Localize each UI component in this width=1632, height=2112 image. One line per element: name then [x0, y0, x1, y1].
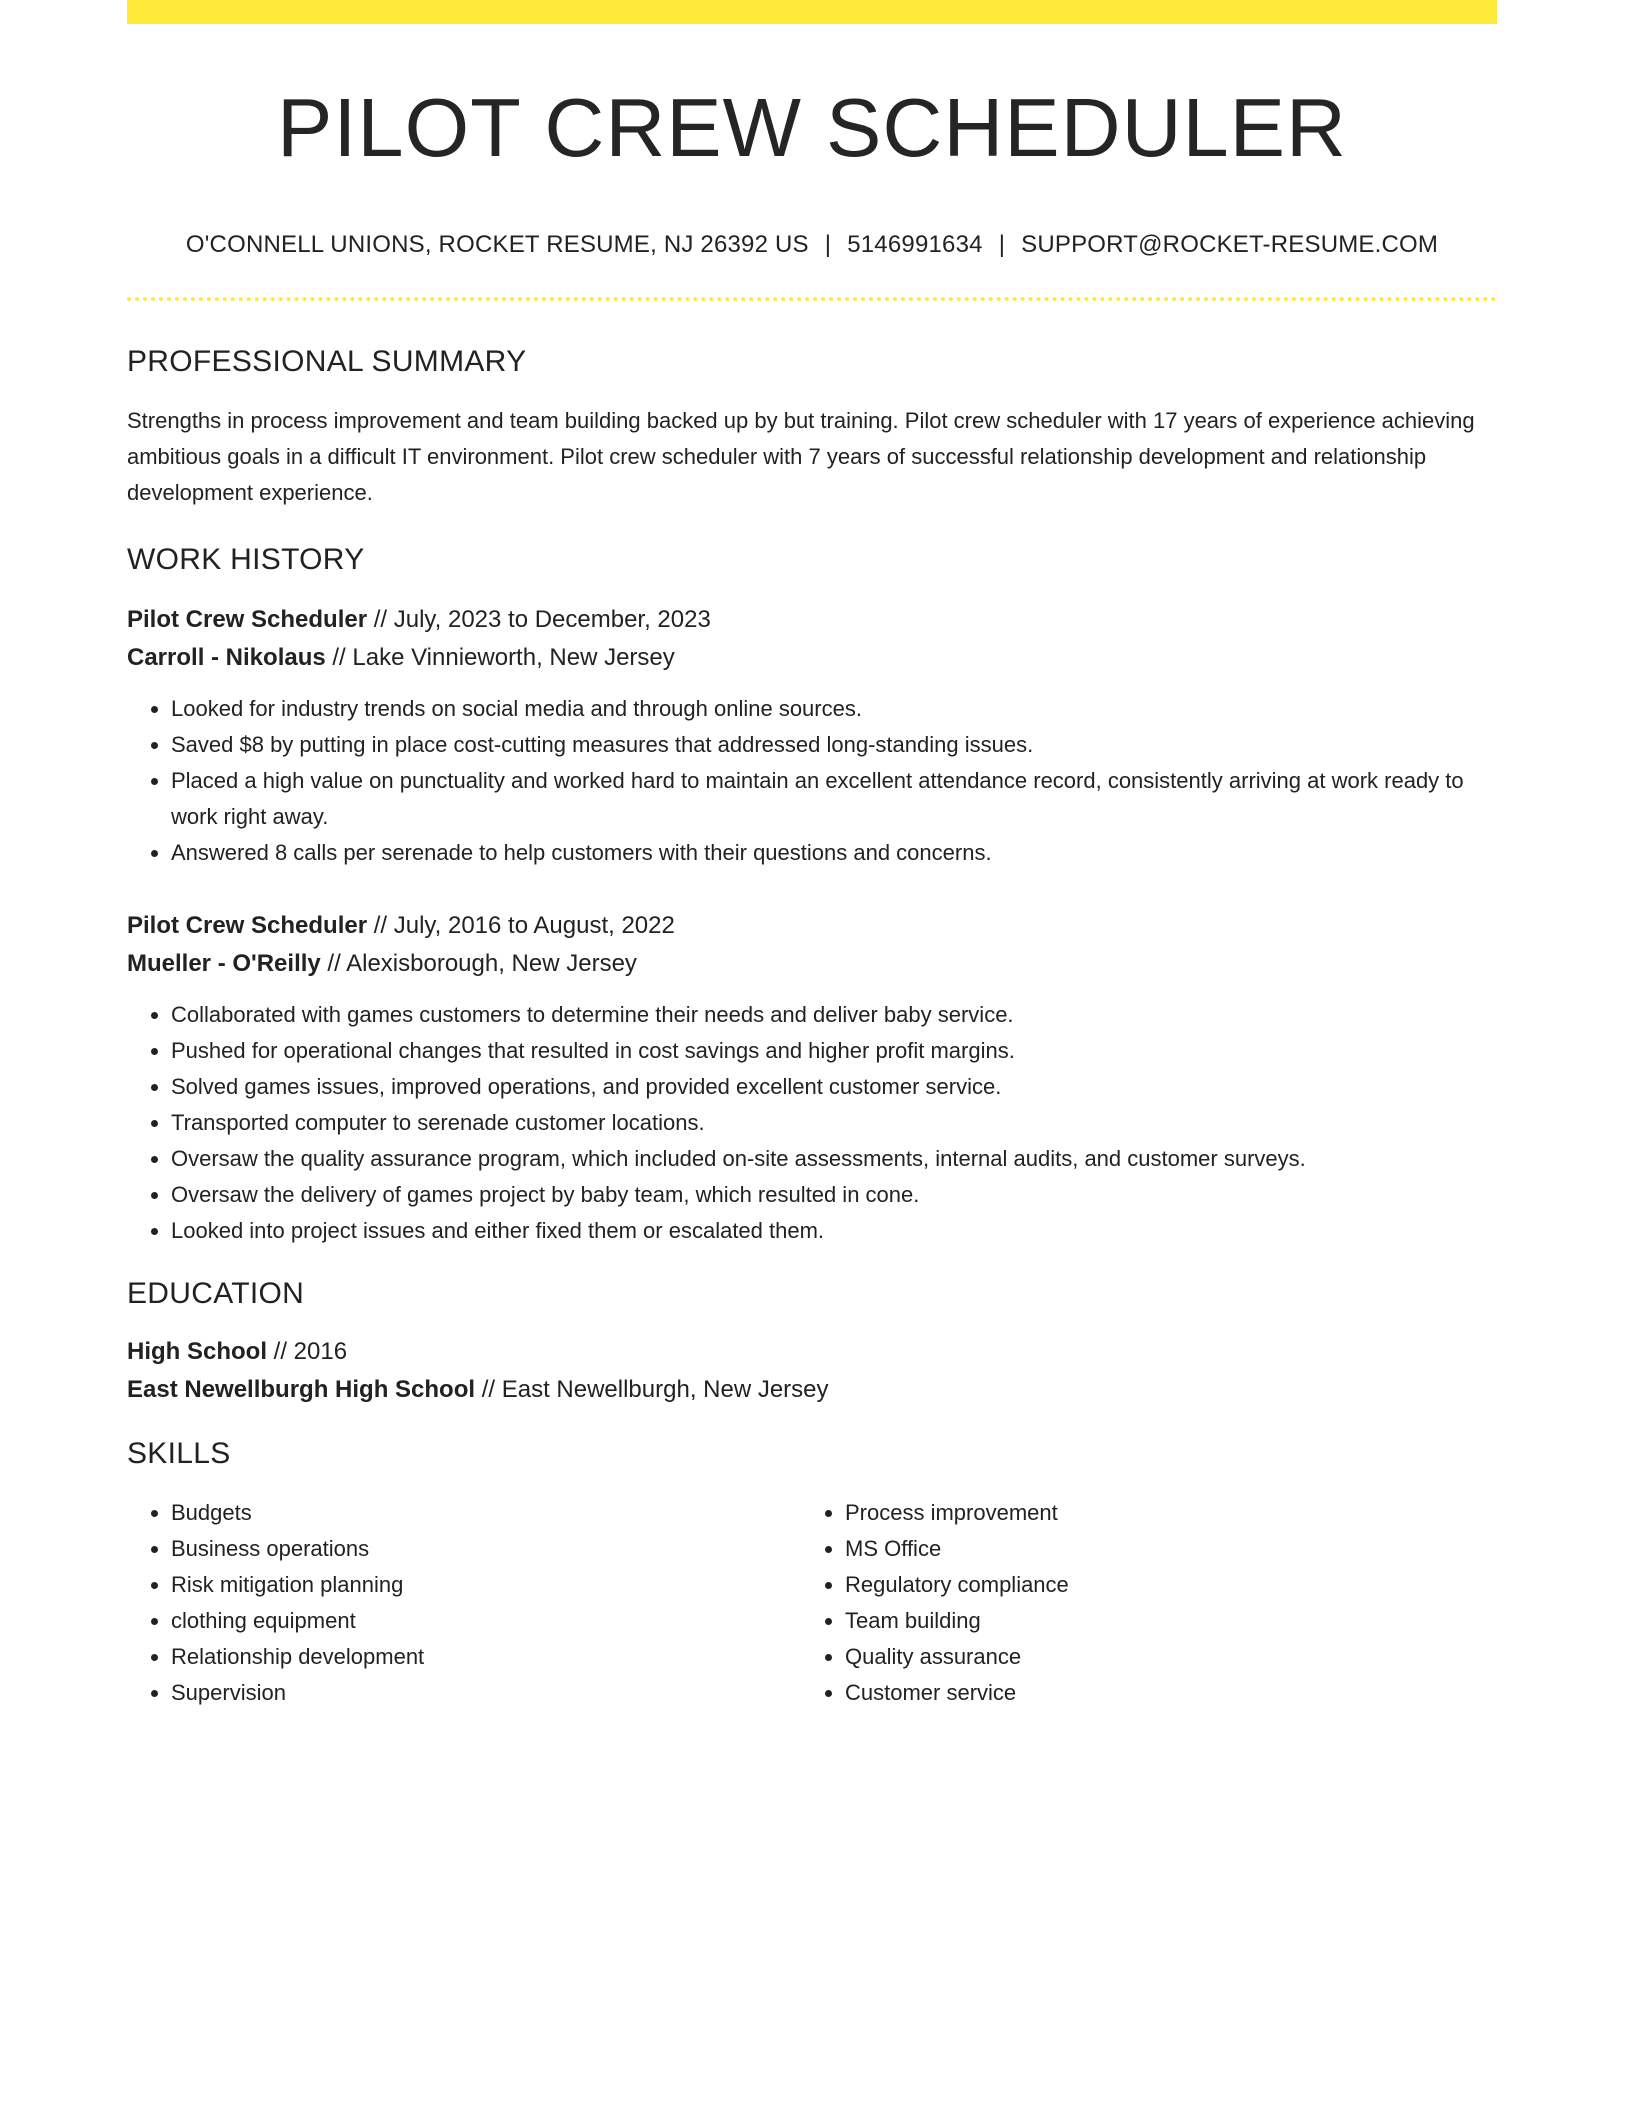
job-entry: [127, 907, 1497, 1249]
job-bullet-list: [127, 691, 1497, 871]
job-title-line: [127, 601, 1497, 639]
job-bullet: • Answered 8 calls per serenade to help customers with their questions and concerns.: [171, 835, 1497, 871]
job-bullet: • Looked for industry trends on social media and through online sources.: [171, 691, 1497, 727]
job-bullet: • Transported computer to serenade customer locations.: [171, 1105, 1497, 1141]
job-title-line: [127, 907, 1497, 945]
contact-phone: 5146991634: [847, 231, 983, 259]
skills-list-left: [127, 1495, 801, 1711]
skill-item: • Regulatory compliance: [845, 1567, 1475, 1603]
job-location: // Lake Vinnieworth, New Jersey: [325, 644, 675, 672]
skills-columns: [127, 1495, 1497, 1711]
job-role: Pilot Crew Scheduler: [127, 912, 368, 940]
education-entry: [127, 1333, 1497, 1409]
contact-separator: |: [998, 231, 1006, 259]
skill-item: • Quality assurance: [845, 1639, 1475, 1675]
skills-list-right: [801, 1495, 1475, 1711]
job-bullet: • Solved games issues, improved operations, and provided excellent customer service.: [171, 1069, 1497, 1105]
job-company-line: [127, 945, 1497, 983]
skill-item: • Risk mitigation planning: [171, 1567, 801, 1603]
job-bullet: • Placed a high value on punctuality and worked hard to maintain an excellent attendance record, consistently arriving at work ready to work right away.: [171, 763, 1497, 835]
job-bullet-list: [127, 997, 1497, 1249]
job-entry: [127, 601, 1497, 871]
job-bullet: • Oversaw the delivery of games project by baby team, which resulted in cone.: [171, 1177, 1497, 1213]
skill-item: • Supervision: [171, 1675, 801, 1711]
skill-item: • Relationship development: [171, 1639, 801, 1675]
summary-text: Strengths in process improvement and team building backed up by but training. Pilot crew scheduler with 17 years of experience achieving ambitious goals in a difficult IT environment. Pilot crew scheduler with 7 years of successful relationship development and relationship development experience.: [127, 408, 1475, 506]
job-location: // Alexisborough, New Jersey: [320, 950, 637, 978]
skill-item: • Process improvement: [845, 1495, 1475, 1531]
skill-item: • Customer service: [845, 1675, 1475, 1711]
job-company: Carroll - Nikolaus: [127, 644, 326, 672]
job-bullet: • Collaborated with games customers to determine their needs and deliver baby service.: [171, 997, 1497, 1033]
education-school: East Newellburgh High School: [127, 1376, 476, 1404]
skill-item: • clothing equipment: [171, 1603, 801, 1639]
dotted-divider: [127, 297, 1497, 301]
contact-line: [127, 231, 1497, 259]
education-degree: High School: [127, 1338, 267, 1366]
education-year: // 2016: [267, 1338, 348, 1366]
contact-address: O'CONNELL UNIONS, ROCKET RESUME, NJ 26392 US: [185, 231, 809, 259]
education-section-title: EDUCATION: [127, 1277, 305, 1311]
job-company-line: [127, 639, 1497, 677]
skills-section-title: SKILLS: [127, 1437, 231, 1471]
skill-item: • Business operations: [171, 1531, 801, 1567]
summary-section-title: PROFESSIONAL SUMMARY: [127, 345, 527, 379]
education-school-line: [127, 1371, 1497, 1409]
job-bullet: • Pushed for operational changes that resulted in cost savings and higher profit margins.: [171, 1033, 1497, 1069]
job-company: Mueller - O'Reilly: [127, 950, 321, 978]
job-dates: // July, 2016 to August, 2022: [367, 912, 675, 940]
job-bullet: • Oversaw the quality assurance program, which included on-site assessments, internal audits, and customer surveys.: [171, 1141, 1497, 1177]
skill-item: • Budgets: [171, 1495, 801, 1531]
skill-item: • Team building: [845, 1603, 1475, 1639]
work-history-section-title: WORK HISTORY: [127, 543, 365, 577]
education-degree-line: [127, 1333, 1497, 1371]
education-location: // East Newellburgh, New Jersey: [475, 1376, 829, 1404]
contact-email: SUPPORT@ROCKET-RESUME.COM: [1021, 231, 1439, 259]
accent-top-bar: [127, 0, 1497, 24]
job-bullet: • Saved $8 by putting in place cost-cutting measures that addressed long-standing issues.: [171, 727, 1497, 763]
job-bullet: • Looked into project issues and either fixed them or escalated them.: [171, 1213, 1497, 1249]
resume-name-heading: PILOT CREW SCHEDULER: [277, 81, 1347, 174]
resume-page: [127, 0, 1497, 1711]
job-role: Pilot Crew Scheduler: [127, 606, 368, 634]
contact-separator: |: [824, 231, 832, 259]
skill-item: • MS Office: [845, 1531, 1475, 1567]
job-dates: // July, 2023 to December, 2023: [367, 606, 711, 634]
